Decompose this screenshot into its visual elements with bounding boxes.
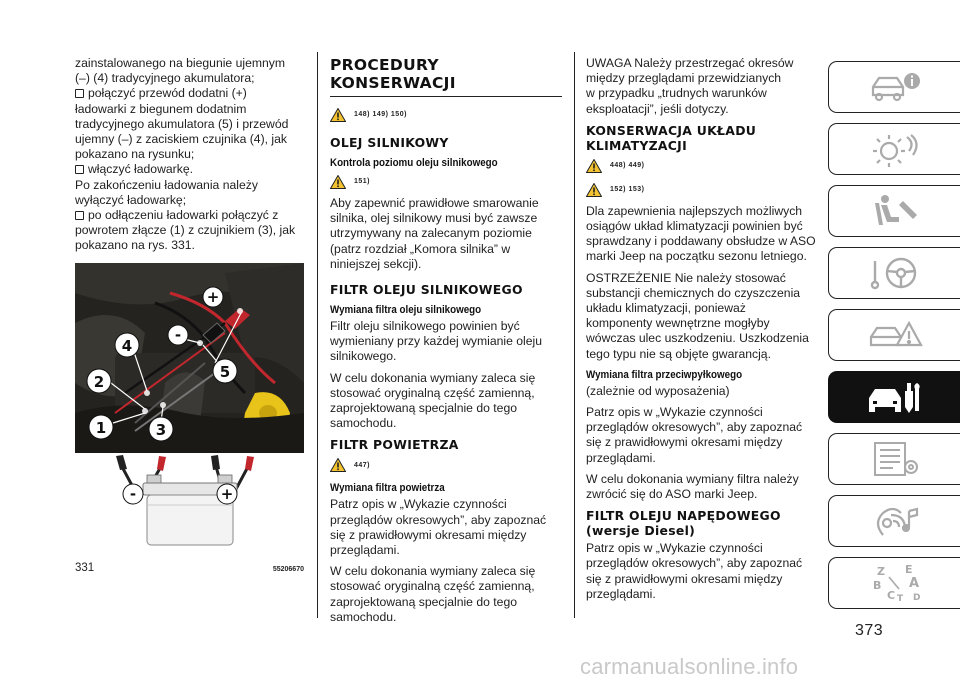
tab-getting-to-know[interactable]	[828, 61, 960, 113]
tab-safety[interactable]	[828, 185, 960, 237]
column-divider	[574, 52, 575, 618]
car-warning-icon	[865, 315, 925, 355]
svg-text:+: +	[206, 288, 220, 306]
column-divider	[317, 52, 318, 618]
section-title: PROCEDURY KONSERWACJI	[330, 56, 456, 92]
warning-reference: 148) 149) 150)	[330, 105, 562, 125]
subheading-pollen-filter: Wymiana filtra przeciwpyłkowego	[586, 368, 743, 381]
checkbox-bullet-icon	[75, 211, 84, 220]
battery-charger-figure	[75, 263, 304, 555]
svg-text:C: C	[886, 589, 895, 602]
tab-dashboard[interactable]	[828, 123, 960, 175]
car-maintenance-icon	[865, 377, 925, 417]
svg-text:B: B	[872, 579, 881, 592]
heading-diesel-filter: FILTR OLEJU NAPĘDOWEGO (wersje Diesel)	[586, 508, 781, 539]
warning-reference: 447)	[330, 455, 562, 475]
warning-triangle-icon	[586, 183, 602, 197]
svg-text:2: 2	[93, 373, 105, 391]
tab-specifications[interactable]	[828, 433, 960, 485]
right-column	[586, 56, 818, 608]
paragraph: W celu dokonania wymiany zaleca się stosować oryginalną część zamienną, zaprojektowaną specjalnie do tego samochodu.	[330, 370, 536, 431]
car-info-icon	[865, 67, 925, 107]
title-underline	[330, 96, 562, 97]
svg-text:-: -	[174, 326, 182, 344]
warning-reference: 152) 153)	[586, 180, 818, 200]
paragraph: W celu dokonania wymiany zaleca się stosować oryginalną część zamienną, zaprojektowaną specjalnie do tego samochodu.	[330, 564, 536, 624]
warning-reference: 151)	[330, 172, 562, 192]
figure-code: 55206670	[272, 566, 304, 573]
svg-text:E: E	[904, 563, 913, 576]
paragraph: Patrz opis w „Wykazie czynności przeglądów okresowych”, aby zapoznać się z prawidłowymi okresami między przeglądami.	[330, 497, 547, 558]
svg-text:4: 4	[121, 337, 133, 355]
middle-column	[330, 56, 562, 631]
paragraph: W celu dokonania wymiany filtra należy zwrócić się do ASO marki Jeep.	[586, 471, 799, 502]
figure-callouts	[75, 263, 304, 555]
paragraph: Patrz opis w „Wykazie czynności przeglądów okresowych”, aby zapoznać się z prawidłowymi okresami między przeglądami.	[586, 541, 803, 601]
svg-text:+: +	[220, 485, 234, 503]
watermark: carmanualsonline.info	[580, 654, 799, 679]
tab-maintenance[interactable]	[828, 371, 960, 423]
bullet-item: połączyć przewód dodatni (+)	[75, 86, 307, 101]
multimedia-icon	[865, 501, 925, 541]
paragraph: (zależnie od wyposażenia)	[586, 383, 730, 398]
seat-airbag-icon	[865, 191, 925, 231]
figure-number: 331	[75, 562, 95, 574]
paragraph: Patrz opis w „Wykazie czynności przeglądów okresowych”, aby zapoznać się z prawidłowymi okresami między przeglądami.	[586, 405, 803, 465]
svg-text:T: T	[896, 594, 903, 603]
dashboard-lights-icon	[865, 129, 925, 169]
callout-plus-top	[203, 287, 223, 307]
checkbox-bullet-icon	[75, 165, 84, 174]
svg-text:5: 5	[219, 363, 231, 381]
warning-paragraph: OSTRZEŻENIE Nie należy stosować substancji chemicznych do czyszczenia układu klimatyzacji, ponieważ komponenty wewnętrzne mogłyby wówczas ulec uszkodzeniu. Uszkodzenia tego typu nie są objęte gwarancją.	[586, 270, 809, 361]
figure-caption	[75, 562, 304, 574]
warning-triangle-icon	[330, 458, 346, 472]
index-letters-icon	[865, 563, 925, 603]
tab-emergency[interactable]	[828, 309, 960, 361]
left-column: zainstalowanego na biegunie ujemnym (–) (4) tradycyjnego akumulatora; połączyć przewód dodatni (+) ładowarki z biegunem dodatnim tradycyjnego akumulatora (5) i przewód ujemny (–) z zaciskiem czujnika (4), jak pokazano na rysunku; włączyć ładowarkę. Po zakończeniu ładowania należy wyłączyć ładowarkę; po odłączeniu ładowarki połączyć z powrotem złącze (1) z czujnikiem (3), jak pokazano na rys. 331.	[75, 56, 307, 254]
callout-1	[89, 415, 113, 439]
subheading-oil-filter: Wymiana filtra oleju silnikowego	[330, 304, 482, 317]
warning-reference: 448) 449)	[586, 156, 818, 176]
svg-text:Z: Z	[876, 565, 885, 578]
heading-ac-maintenance: KONSERWACJA UKŁADU KLIMATYZACJI	[586, 122, 757, 153]
heading-engine-oil: OLEJ SILNIKOWY	[330, 135, 449, 150]
paragraph: Aby zapewnić prawidłowe smarowanie silnika, olej silnikowy musi być zawsze utrzymywany na zalecanym poziomie (patrz rozdział „Komora silnika” w niniejszej sekcji).	[330, 196, 539, 271]
svg-text:D: D	[912, 593, 920, 603]
warning-triangle-icon	[330, 175, 346, 189]
callout-4	[115, 333, 139, 357]
svg-text:-: -	[129, 485, 137, 503]
tab-index[interactable]	[828, 557, 960, 609]
page-number: 373	[855, 622, 884, 639]
callout-minus-top	[168, 325, 188, 345]
warning-triangle-icon	[330, 108, 346, 122]
heading-air-filter: FILTR POWIETRZA	[330, 437, 459, 453]
paragraph: Filtr oleju silnikowego powinien być wymieniany przy każdej wymianie oleju silnikowego.	[330, 319, 543, 364]
subheading-oil-level: Kontrola poziomu oleju silnikowego	[330, 157, 498, 169]
callout-3	[149, 417, 173, 441]
specifications-icon	[865, 439, 925, 479]
warning-triangle-icon	[586, 159, 602, 173]
checkbox-bullet-icon	[75, 89, 84, 98]
intro-text: zainstalowanego na biegunie ujemnym (–) (4) tradycyjnego akumulatora;	[75, 56, 286, 86]
subheading-air-filter: Wymiana filtra powietrza	[330, 482, 445, 495]
bullet-item: po odłączeniu ładowarki połączyć z	[75, 208, 307, 223]
battery-positive-label	[217, 484, 237, 504]
svg-text:3: 3	[155, 421, 167, 439]
bullet-item: włączyć ładowarkę.	[75, 162, 307, 177]
tab-multimedia[interactable]	[828, 495, 960, 547]
paragraph: Dla zapewnienia najlepszych możliwych osiągów układ klimatyzacji powinien być sprawdzany i poddawany obsłudze w ASO marki Jeep na początku sezonu letniego.	[586, 203, 816, 264]
heading-oil-filter: FILTR OLEJU SILNIKOWEGO	[330, 282, 523, 298]
note-paragraph: UWAGA Należy przestrzegać okresów między przeglądami przewidzianych w przypadku „trudnych warunków eksploatacji”, jeśli dotyczy.	[586, 56, 794, 116]
svg-text:1: 1	[95, 419, 107, 437]
battery-negative-label	[123, 484, 143, 504]
steering-wheel-icon	[865, 253, 925, 293]
callout-2	[87, 369, 111, 393]
svg-text:A: A	[908, 576, 919, 591]
callout-5	[213, 359, 237, 383]
tab-starting-driving[interactable]	[828, 247, 960, 299]
